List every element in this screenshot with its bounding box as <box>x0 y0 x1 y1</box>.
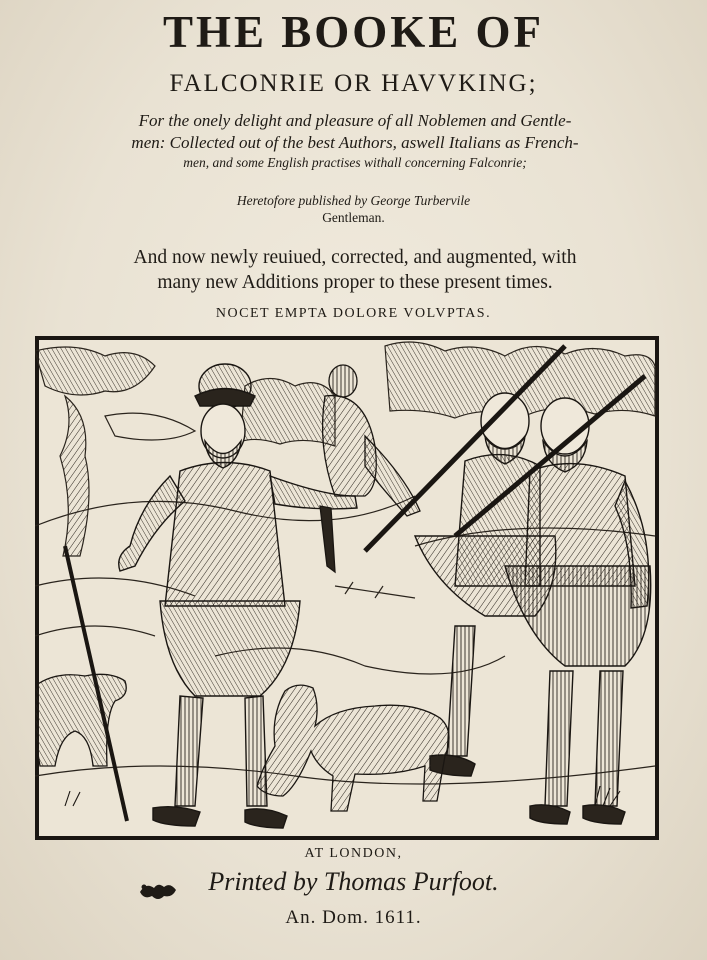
imprint-printer: Printed by Thomas Purfoot. <box>208 867 499 896</box>
imprint-date: An. Dom. 1611. <box>285 907 422 928</box>
title-line-1: THE BOOKE OF <box>162 7 545 57</box>
edition-line: And now newly reuiued, corrected, and augmented, with <box>133 247 577 268</box>
description-block <box>55 110 655 172</box>
description-line: men: Collected out of the best Authors, aswell Italians as French- <box>131 133 579 153</box>
author-line: Heretofore published by George Turbervile <box>236 193 471 208</box>
motto: NOCET EMPTA DOLORE VOLVPTAS. <box>215 306 492 321</box>
edition-line: many new Additions proper to these present times. <box>157 271 553 293</box>
imprint-place: AT LONDON, <box>304 846 403 861</box>
description-line: men, and some English practises withall concerning Falconrie; <box>183 155 527 171</box>
edition-block <box>40 246 670 296</box>
author-title: Gentleman. <box>322 209 385 225</box>
author-block <box>0 193 707 227</box>
description-line: For the onely delight and pleasure of all Noblemen and Gentle- <box>138 111 572 130</box>
woodcut-illustration <box>35 336 659 840</box>
title-line-2: FALCONRIE OR HAVVKING; <box>169 70 538 97</box>
